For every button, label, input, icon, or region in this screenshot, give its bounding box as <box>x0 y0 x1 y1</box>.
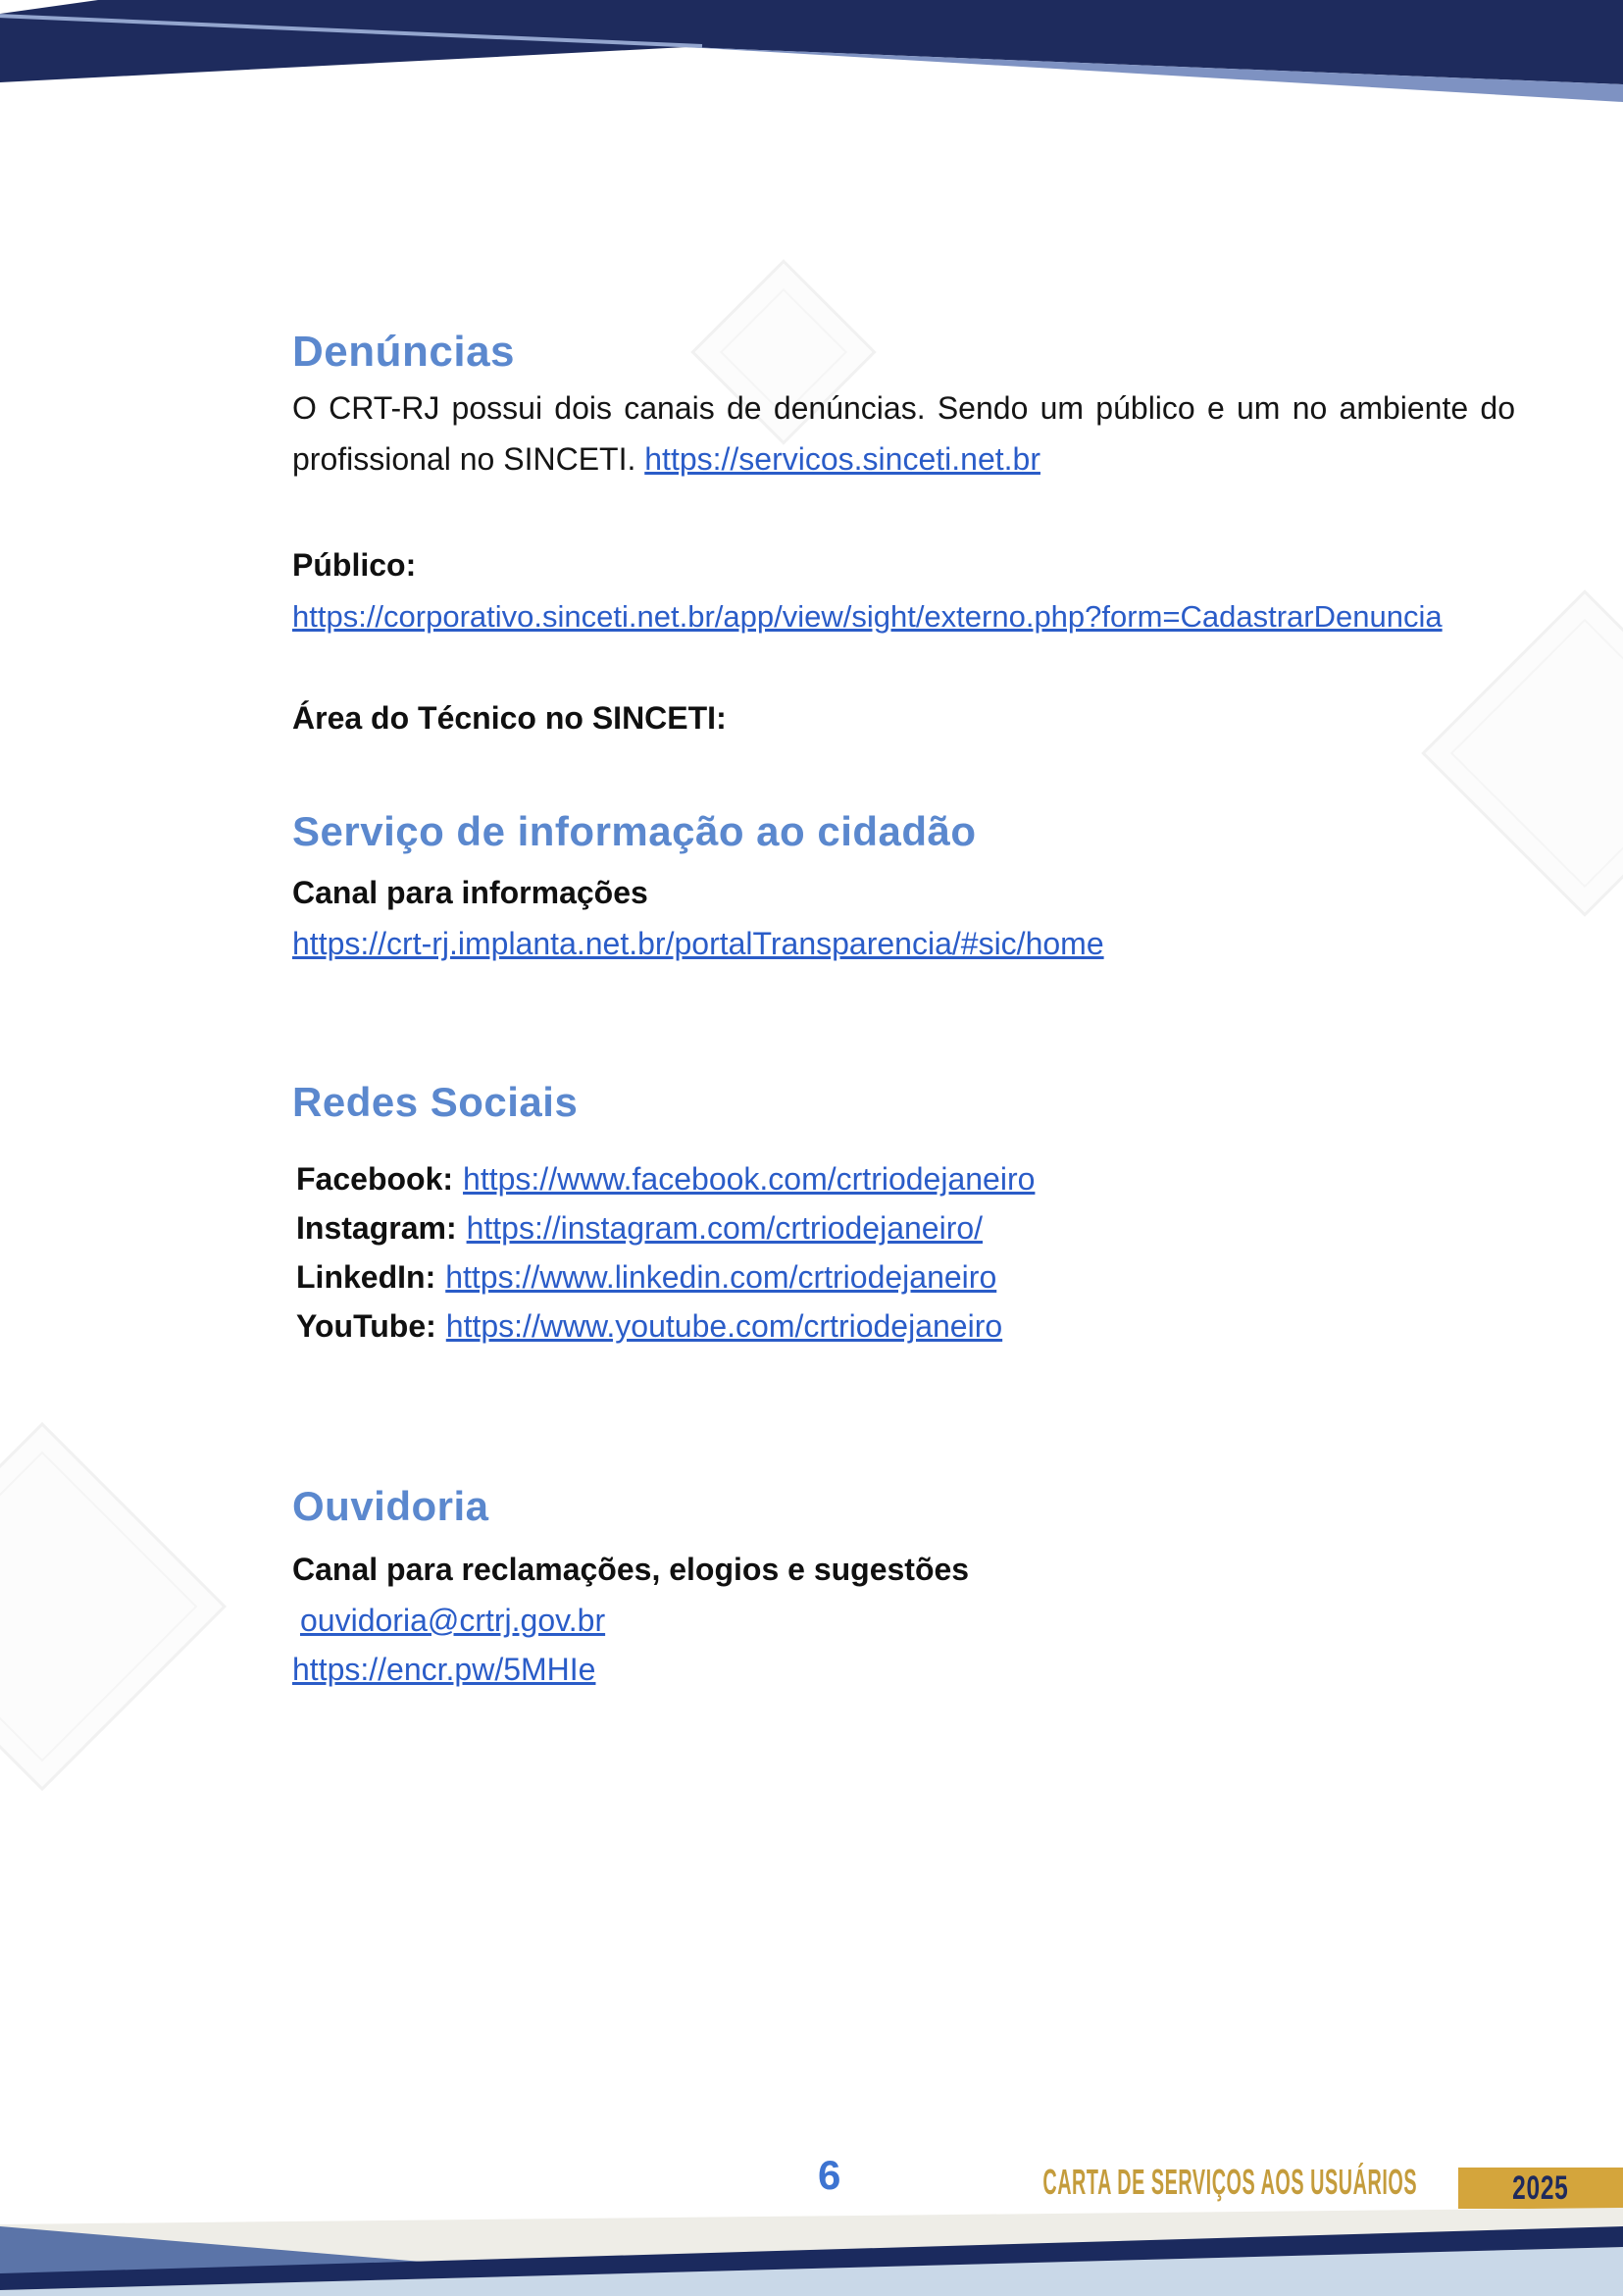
section-heading-ouvidoria: Ouvidoria <box>292 1483 489 1529</box>
section-heading-sic: Serviço de informação ao cidadão <box>292 808 977 854</box>
social-line-youtube <box>296 1308 1035 1357</box>
publico-link-line <box>292 598 1443 635</box>
social-line-linkedin <box>296 1259 1035 1308</box>
watermark-inner <box>0 1452 197 1762</box>
watermark-diamond-right <box>1421 589 1623 917</box>
section-heading-redes-sociais: Redes Sociais <box>292 1079 579 1125</box>
link-encr-pw[interactable]: https://encr.pw/5MHIe <box>292 1652 596 1687</box>
watermark-inner <box>1450 619 1623 888</box>
denuncias-paragraph <box>292 383 1515 485</box>
link-youtube[interactable]: https://www.youtube.com/crtriodejaneiro <box>445 1308 1003 1344</box>
social-links-list <box>296 1161 1035 1357</box>
label-canal-reclamacoes: Canal para reclamações, elogios e sugestões <box>292 1552 970 1587</box>
footer-decorative-band <box>0 2178 1623 2296</box>
link-cadastrar-denuncia[interactable]: https://corporativo.sinceti.net.br/app/view/sight/externo.php?form=CadastrarDenuncia <box>292 599 1443 634</box>
label-facebook: Facebook: <box>296 1161 454 1197</box>
link-portal-transparencia[interactable]: https://crt-rj.implanta.net.br/portalTransparencia/#sic/home <box>292 926 1104 961</box>
label-youtube: YouTube: <box>296 1308 436 1344</box>
year-badge-text: 2025 <box>1512 2168 1569 2207</box>
label-linkedin: LinkedIn: <box>296 1259 436 1295</box>
ouvidoria-short-link-line <box>292 1652 595 1688</box>
link-instagram[interactable]: https://instagram.com/crtriodejaneiro/ <box>466 1210 984 1246</box>
header-decorative-band <box>0 0 1623 118</box>
label-instagram: Instagram: <box>296 1210 457 1246</box>
section-heading-denuncias: Denúncias <box>292 328 516 376</box>
sic-link-line <box>292 926 1104 962</box>
link-linkedin[interactable]: https://www.linkedin.com/crtriodejaneiro <box>445 1259 997 1295</box>
footer-title: CARTA DE SERVIÇOS AOS USUÁRIOS <box>1042 2162 1417 2202</box>
social-line-instagram <box>296 1210 1035 1259</box>
link-ouvidoria-email[interactable]: ouvidoria@crtrj.gov.br <box>300 1603 606 1638</box>
label-area-tecnico: Área do Técnico no SINCETI: <box>292 700 727 736</box>
ouvidoria-email-line <box>300 1603 605 1639</box>
label-canal-informacoes: Canal para informações <box>292 875 648 910</box>
link-servicos-sinceti[interactable]: https://servicos.sinceti.net.br <box>644 441 1040 477</box>
page-number: 6 <box>818 2152 841 2198</box>
link-facebook[interactable]: https://www.facebook.com/crtriodejaneiro <box>463 1161 1036 1197</box>
label-publico: Público: <box>292 547 417 583</box>
social-line-facebook <box>296 1161 1035 1210</box>
watermark-diamond-left <box>0 1422 227 1791</box>
denuncias-paragraph-text: O CRT-RJ possui dois canais de denúncias. Sendo um público e um no ambiente do profissional no SINCETI. <box>292 390 1515 477</box>
header-navy-shape <box>0 0 1623 84</box>
